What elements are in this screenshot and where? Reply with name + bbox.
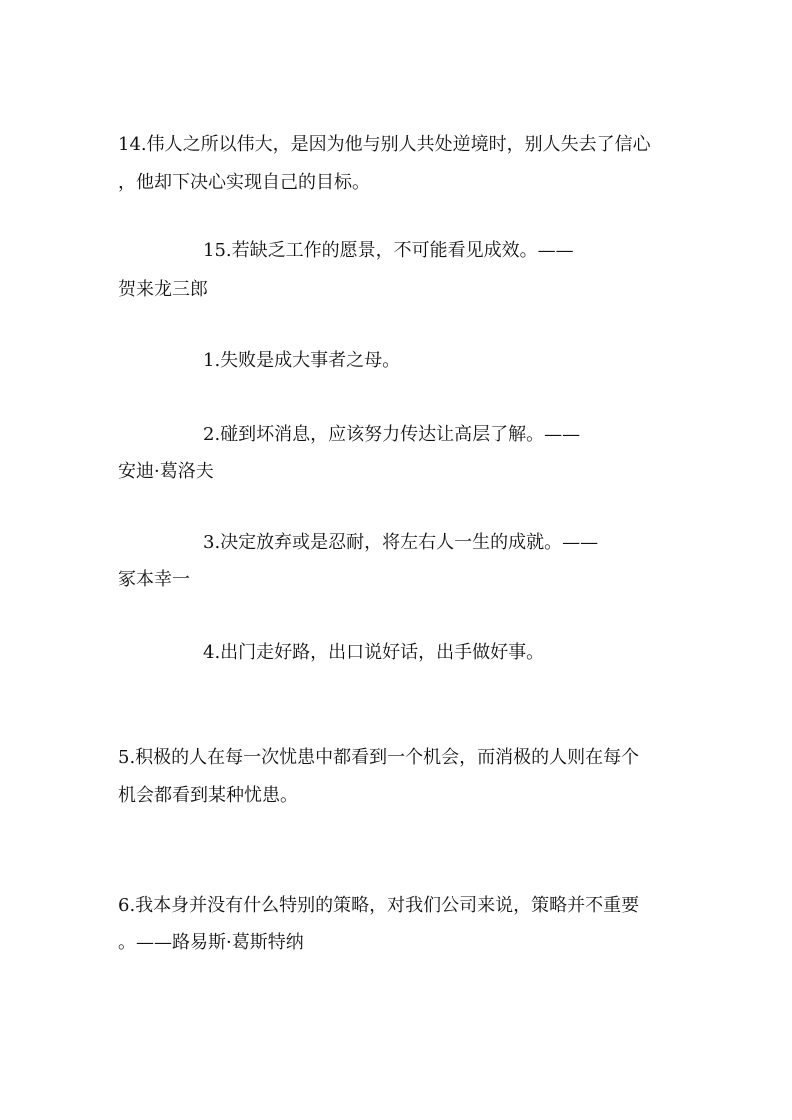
quote-1: 1.失败是成大事者之母。 [203, 350, 401, 371]
quote-6-line-2: 。——路易斯·葛斯特纳 [118, 932, 304, 953]
quote-5-line-2: 机会都看到某种忧患。 [118, 785, 298, 806]
quote-15-author: 贺来龙三郎 [118, 279, 208, 300]
quote-14-line-1: 14.伟人之所以伟大，是因为他与别人共处逆境时，别人失去了信心 [118, 134, 651, 155]
quote-3-author: 冢本幸一 [118, 569, 190, 590]
quote-2-line-1: 2.碰到坏消息，应该努力传达让高层了解。—— [203, 424, 581, 445]
quote-14-line-2: ，他却下决心实现自己的目标。 [118, 172, 370, 193]
quote-4: 4.出门走好路，出口说好话，出手做好事。 [203, 642, 545, 663]
quote-15-line-1: 15.若缺乏工作的愿景，不可能看见成效。—— [203, 240, 574, 261]
quote-6-line-1: 6.我本身并没有什么特别的策略，对我们公司来说，策略并不重要 [118, 895, 640, 916]
quote-2-author: 安迪·葛洛夫 [118, 461, 214, 482]
quote-3-line-1: 3.决定放弃或是忍耐，将左右人一生的成就。—— [203, 532, 599, 553]
quote-5-line-1: 5.积极的人在每一次忧患中都看到一个机会，而消极的人则在每个 [118, 747, 640, 768]
